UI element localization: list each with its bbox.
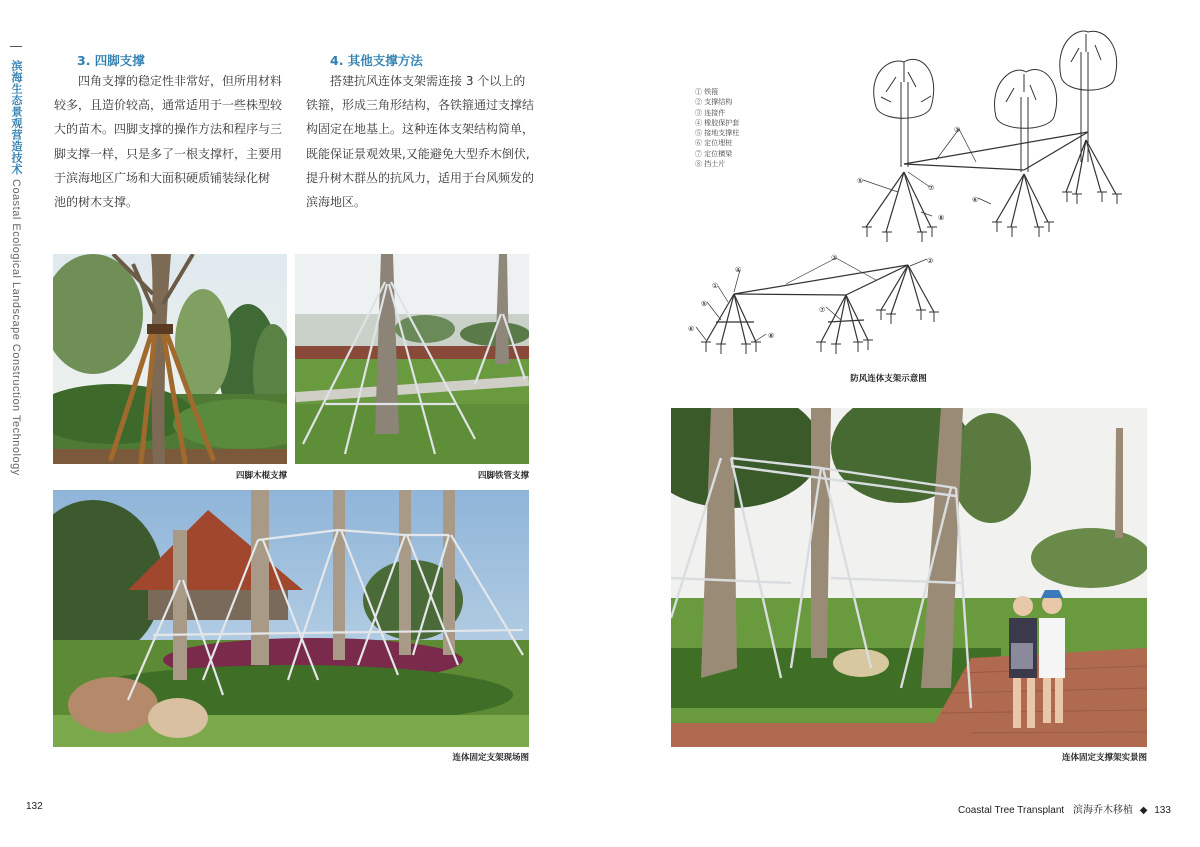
marker-2: ② — [927, 257, 934, 265]
diagram-caption: 防风连体支架示意图 — [850, 374, 927, 384]
section4-heading: 4. 其他支撑方法 — [330, 53, 423, 68]
legend-item: ⑥ 定位埋桩 — [695, 139, 733, 148]
section4-line: 构固定在地基上。这种连体支架结构简单， — [306, 122, 535, 137]
marker-3: ③ — [831, 254, 838, 262]
section3-heading: 3. 四脚支撑 — [77, 53, 145, 68]
legend-item: ⑧ 挡土片 — [695, 160, 726, 169]
section3-line: 池的树木支撑。 — [54, 195, 139, 210]
section3-line: 较多，且造价较高，通常适用于一些株型较 — [54, 98, 283, 113]
marker-6: ⑥ — [972, 196, 979, 204]
marker-5: ⑤ — [701, 300, 708, 308]
windproof-connected-support-diagram — [676, 22, 1150, 367]
marker-6: ⑥ — [688, 325, 695, 333]
photo-connected-support-site — [53, 490, 529, 747]
photo2-caption: 四脚铁管支撑 — [477, 471, 529, 481]
footer-diamond-icon: ◆ — [1139, 805, 1148, 816]
section3-line: 于滨海地区广场和大面积硬质铺装绿化树 — [54, 170, 271, 185]
section4-line: 滨海地区。 — [306, 195, 367, 210]
section4-line: 提升树木群丛的抗风力，适用于台风频发的 — [306, 170, 535, 185]
page-number-left: 132 — [26, 801, 43, 812]
photo1-caption: 四脚木棍支撑 — [235, 471, 287, 481]
photo-wooden-four-leg-support — [53, 254, 287, 464]
section4-line: 既能保证景观效果,又能避免大型乔木倒伏, — [306, 146, 530, 161]
section3-line: 四角支撑的稳定性非常好，但所用材料 — [78, 74, 283, 88]
section3-line: 大的苗木。四脚支撑的操作方法和程序与三 — [54, 122, 283, 137]
legend-item: ① 铁箍 — [695, 88, 719, 96]
photo4-caption: 连体固定支撑架实景图 — [1061, 753, 1147, 763]
legend-item: ③ 连接件 — [695, 108, 726, 117]
section4-line: 铁箍，形成三角形结构，各铁箍通过支撑结 — [306, 98, 535, 113]
marker-7: ⑦ — [819, 306, 826, 314]
marker-5: ⑤ — [857, 177, 864, 185]
marker-1: ① — [712, 282, 719, 290]
photo-connected-support-real-scene — [671, 408, 1147, 747]
photo3-caption: 连体固定支架现场图 — [452, 753, 529, 763]
legend-item: ⑤ 接地支撑柱 — [695, 129, 740, 138]
footer-english-title: Coastal Tree Transplant — [958, 805, 1065, 816]
legend-item: ④ 橡胶保护套 — [695, 118, 740, 127]
section4-body — [306, 69, 536, 214]
page-footer-right — [958, 801, 1171, 816]
section4-line: 搭建抗风连体支架需连接 3 个以上的 — [330, 74, 526, 88]
side-title-en: Coastal Ecological Landscape Construction Technology — [10, 179, 22, 476]
page-number-right: 133 — [1154, 805, 1171, 816]
section3-line: 脚支撑一样，只是多了一根支撑杆，主要用 — [54, 146, 283, 161]
legend-item: ⑦ 定位横梁 — [695, 149, 733, 158]
section3-body — [54, 69, 284, 214]
photo-steel-pipe-four-leg-support — [295, 254, 529, 464]
diagram-tree-sketch — [874, 31, 1117, 172]
side-title-rule — [10, 46, 22, 47]
footer-chinese-title: 滨海乔木移植 — [1072, 805, 1133, 816]
marker-4: ④ — [735, 266, 742, 274]
marker-3: ③ — [954, 126, 961, 134]
marker-8: ⑧ — [768, 332, 775, 340]
marker-7: ⑦ — [928, 184, 935, 192]
legend-item: ② 支撑结构 — [695, 98, 733, 107]
side-running-title — [8, 60, 24, 476]
side-title-cn: 滨海生态景观营造技术 — [10, 60, 23, 175]
marker-8: ⑧ — [938, 214, 945, 222]
